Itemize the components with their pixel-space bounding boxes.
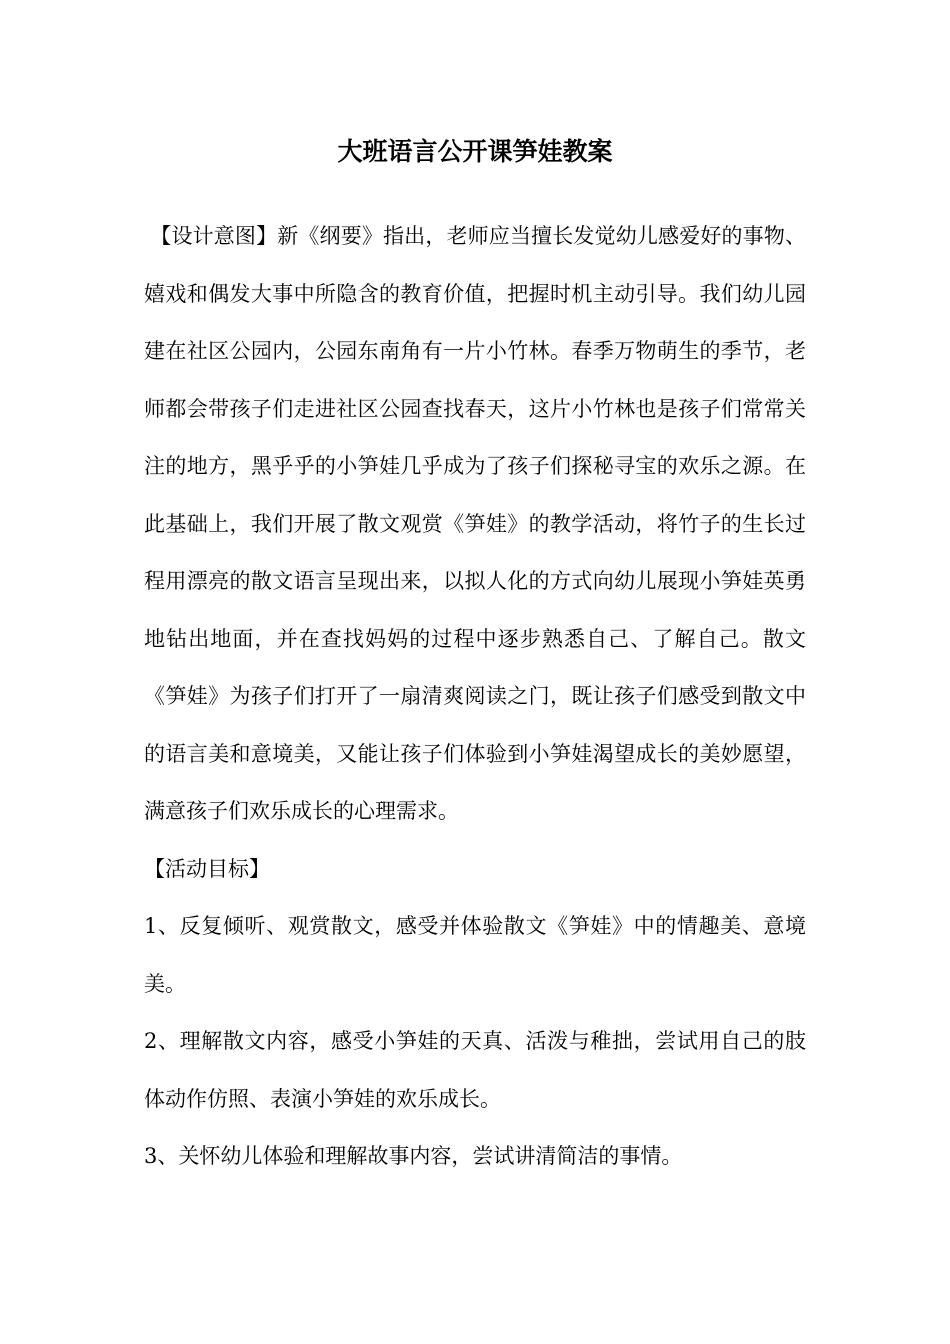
paragraph-goal-2: 2、理解散文内容，感受小笋娃的天真、活泼与稚拙，尝试用自己的肢体动作仿照、表演小笋娃的欢乐成长。 bbox=[144, 1029, 806, 1111]
document-body bbox=[144, 208, 806, 1186]
document-title: 大班语言公开课笋娃教案 bbox=[337, 137, 613, 166]
paragraph-activity-goals-heading: 【活动目标】 bbox=[144, 856, 270, 881]
paragraph-goal-1: 1、反复倾听、观赏散文，感受并体验散文《笋娃》中的情趣美、意境美。 bbox=[144, 914, 806, 996]
paragraph-design-intent: 【设计意图】新《纲要》指出，老师应当擅长发觉幼儿感爱好的事物、嬉戏和偶发大事中所隐含的教育价值，把握时机主动引导。我们幼儿园建在社区公园内，公园东南角有一片小竹林。春季万物萌生的季节，老师都会带孩子们走进社区公园查找春天，这片小竹林也是孩子们常常关注的地方，黑乎乎的小笋娃几乎成为了孩子们探秘寻宝的欢乐之源。在此基础上，我们开展了散文观赏《笋娃》的教学活动，将竹子的生长过程用漂亮的散文语言呈现出来，以拟人化的方式向幼儿展现小笋娃英勇地钻出地面，并在查找妈妈的过程中逐步熟悉自己、了解自己。散文《笋娃》为孩子们打开了一扇清爽阅读之门，既让孩子们感受到散文中的语言美和意境美，又能让孩子们体验到小笋娃渴望成长的美妙愿望，满意孩子们欢乐成长的心理需求。 bbox=[144, 224, 806, 823]
paragraph-goal-3: 3、关怀幼儿体验和理解故事内容，尝试讲清简洁的事情。 bbox=[144, 1144, 683, 1168]
